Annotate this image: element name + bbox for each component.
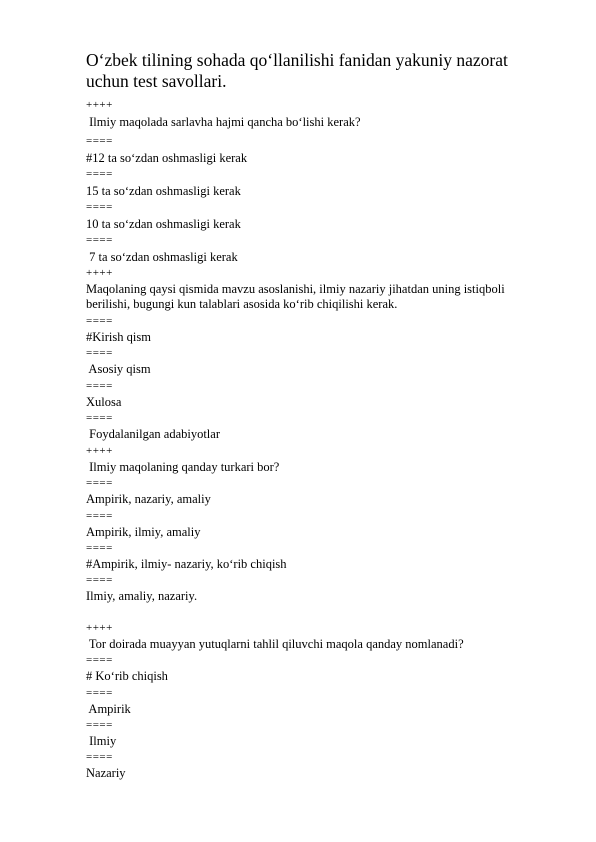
answer-separator: ==== [86,201,113,213]
question-separator: ++++ [86,622,113,634]
answer-option: 10 ta so‘zdan oshmasligi kerak [86,217,241,231]
answer-option: Asosiy qism [86,362,151,376]
answer-separator: ==== [86,234,113,246]
answer-option: 7 ta so‘zdan oshmasligi kerak [86,250,238,264]
answer-separator: ==== [86,654,113,666]
question-separator: ++++ [86,99,113,111]
answer-option: Nazariy [86,766,126,780]
answer-separator: ==== [86,574,113,586]
answer-option: #12 ta so‘zdan oshmasligi kerak [86,151,248,165]
document-title: O‘zbek tilining sohada qo‘llanilishi fanidan yakuniy nazorat uchun test savollari. [86,50,508,91]
answer-option: Ilmiy [86,734,117,748]
answer-option: #Ampirik, ilmiy- nazariy, ko‘rib chiqish [86,557,287,571]
answer-separator: ==== [86,168,113,180]
answer-separator: ==== [86,347,113,359]
question-text: Maqolaning qaysi qismida mavzu asoslanishi, ilmiy nazariy jihatdan uning istiqboli berilishi, bugungi kun talablari asosida ko‘rib chiqilishi kerak. [86,282,505,311]
answer-option: Xulosa [86,395,122,409]
answer-separator: ==== [86,412,113,424]
question-text: Ilmiy maqolaning qanday turkari bor? [86,460,280,474]
answer-separator: ==== [86,687,113,699]
question-separator: ++++ [86,445,113,457]
answer-separator: ==== [86,477,113,489]
answer-separator: ==== [86,751,113,763]
answer-option: 15 ta so‘zdan oshmasligi kerak [86,184,241,198]
answer-option: Ampirik, ilmiy, amaliy [86,525,201,539]
answer-separator: ==== [86,380,113,392]
answer-option: Foydalanilgan adabiyotlar [86,427,220,441]
answer-separator: ==== [86,510,113,522]
question-text: Tor doirada muayyan yutuqlarni tahlil qiluvchi maqola qanday nomlanadi? [86,637,464,651]
answer-option: Ampirik, nazariy, amaliy [86,492,211,506]
answer-separator: ==== [86,719,113,731]
answer-option: # Ko‘rib chiqish [86,669,168,683]
question-text: Ilmiy maqolada sarlavha hajmi qancha bo‘lishi kerak? [86,115,361,129]
answer-option: Ampirik [86,702,131,716]
answer-option: #Kirish qism [86,330,151,344]
answer-separator: ==== [86,542,113,554]
answer-separator: ==== [86,315,113,327]
answer-option: Ilmiy, amaliy, nazariy. [86,589,198,603]
question-separator: ++++ [86,267,113,279]
answer-separator: ==== [86,135,113,147]
